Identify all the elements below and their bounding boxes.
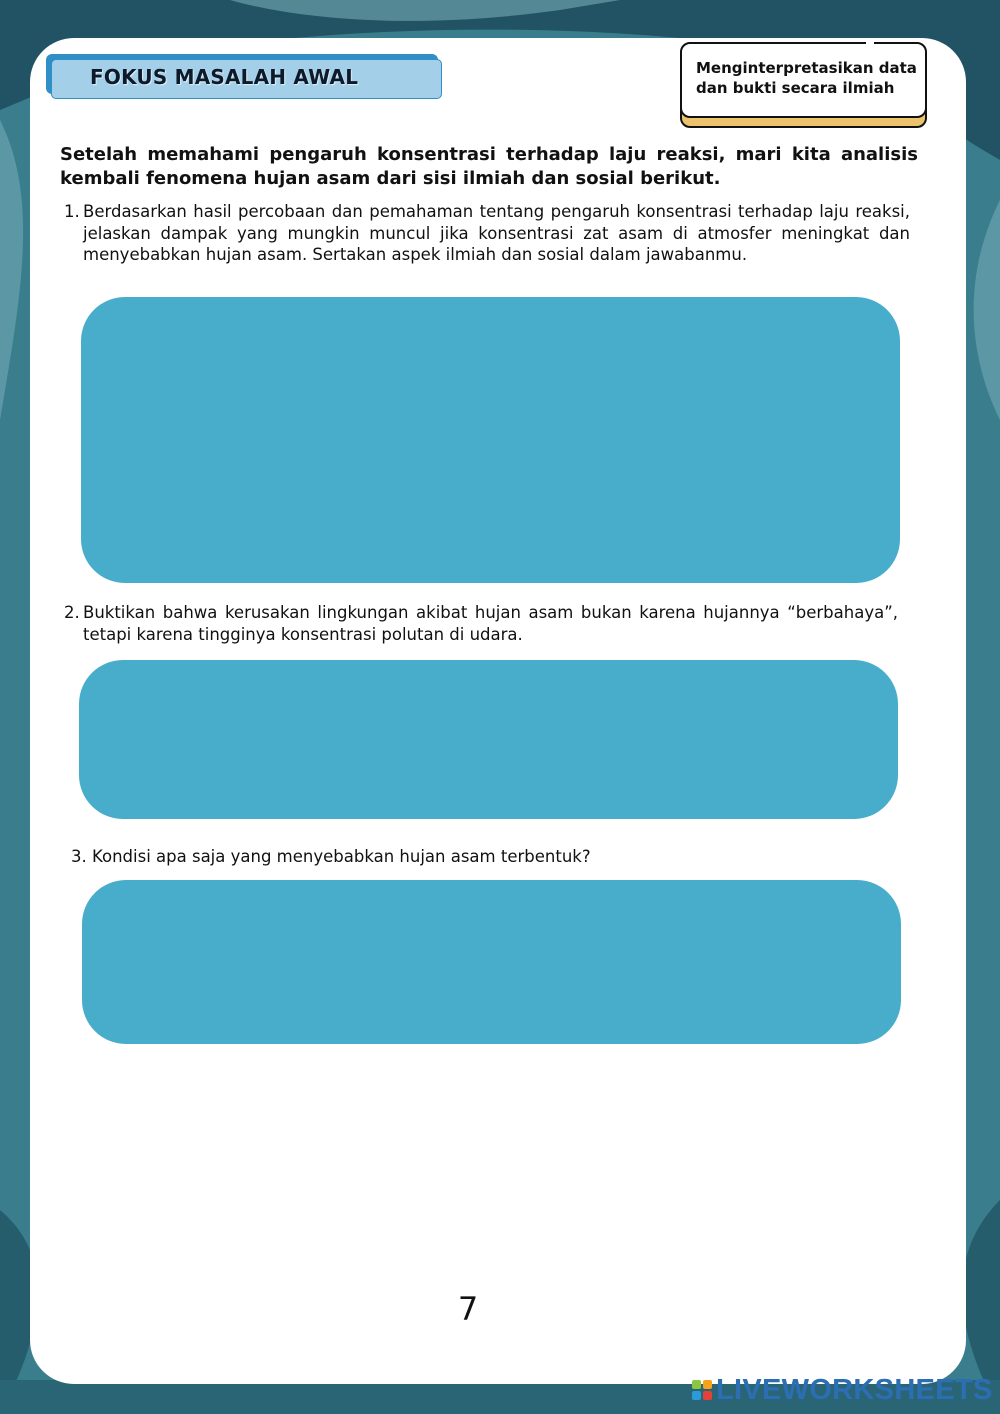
answer-box-2[interactable] xyxy=(79,660,898,819)
question-1 xyxy=(64,201,910,266)
question-text: Berdasarkan hasil percobaan dan pemahaman tentang pengaruh konsentrasi terhadap laju reaksi, jelaskan dampak yang mungkin muncul jika konsentrasi zat asam di atmosfer meningkat dan menyebabkan hujan asam. Sertakan aspek ilmiah dan sosial dalam jawabanmu. xyxy=(83,202,910,264)
section-title: FOKUS MASALAH AWAL xyxy=(90,65,359,89)
liveworksheets-logo-icon xyxy=(692,1380,712,1400)
page-number: 7 xyxy=(457,1290,479,1328)
question-3 xyxy=(71,846,771,868)
answer-box-1[interactable] xyxy=(81,297,900,583)
question-number: 3. xyxy=(71,847,87,866)
question-text: Kondisi apa saja yang menyebabkan hujan asam terbentuk? xyxy=(92,847,591,866)
answer-box-3[interactable] xyxy=(82,880,901,1044)
question-number: 2. xyxy=(64,603,80,622)
section-header-tab xyxy=(46,54,442,100)
liveworksheets-watermark[interactable] xyxy=(692,1374,993,1406)
skill-badge-text: Menginterpretasikan data dan bukti secara ilmiah xyxy=(696,59,917,97)
question-2 xyxy=(64,602,898,645)
skill-badge xyxy=(680,42,927,128)
question-text: Buktikan bahwa kerusakan lingkungan akibat hujan asam bukan karena hujannya “berbahaya”, tetapi karena tingginya konsentrasi polutan di udara. xyxy=(83,603,898,644)
question-number: 1. xyxy=(64,202,80,221)
watermark-text: LIVEWORKSHEETS xyxy=(716,1373,993,1406)
intro-paragraph: Setelah memahami pengaruh konsentrasi terhadap laju reaksi, mari kita analisis kembali fenomena hujan asam dari sisi ilmiah dan sosial berikut. xyxy=(60,144,918,189)
